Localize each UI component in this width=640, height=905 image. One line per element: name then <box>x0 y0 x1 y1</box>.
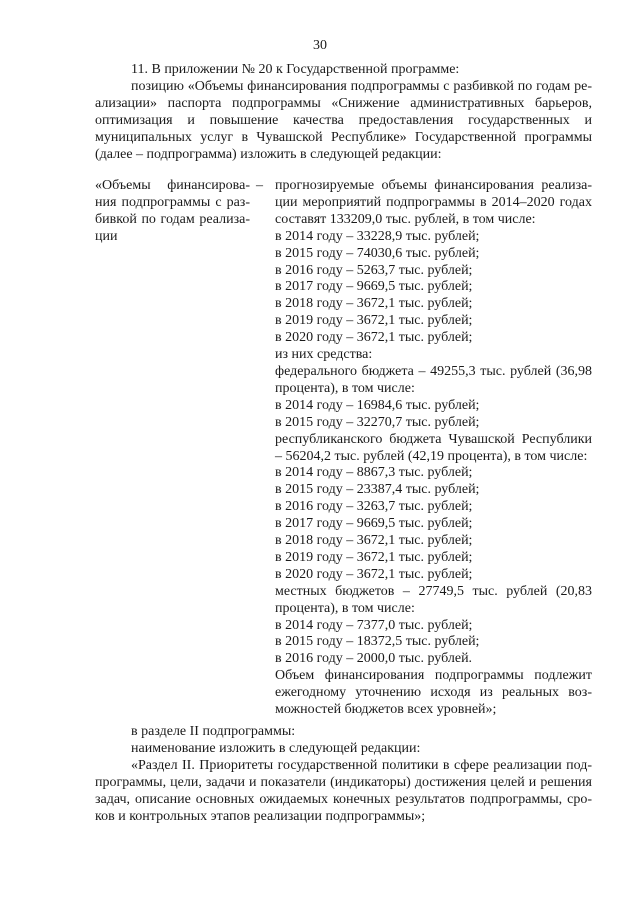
funding-summary: прогнозируемые объемы финансирования реализации мероприятий подпрограммы в 2014–2020 годах составят 133209,0 тыс. рублей, в том числе: <box>275 178 592 227</box>
year-line: в 2015 году – 74030,6 тыс. рублей; <box>275 245 480 261</box>
year-line: в 2018 году – 3672,1 тыс. рублей; <box>275 296 473 312</box>
republic-budget: республиканского бюджета Чувашской Республики – 56204,2 тыс. рублей (42,19 процента), в том числе: <box>275 431 592 464</box>
local-budget: местных бюджетов – 27749,5 тыс. рублей (20,83 процента), в том числе: <box>275 583 592 616</box>
year-line: в 2014 году – 7377,0 тыс. рублей; <box>275 617 473 633</box>
position-dash: – <box>256 178 263 193</box>
section-title-paragraph: «Раздел II. Приоритеты государственной политики в сфере реализации подпрограммы, цели, задачи и показатели (индикаторы) достижения целей и решения задач, описание основных ожидаемых конечных результатов подпрограммы, сроков и контрольных этапов реализации подпрограммы»; <box>95 757 592 824</box>
intro-block <box>95 62 592 163</box>
year-line: в 2014 году – 16984,6 тыс. рублей; <box>275 397 480 413</box>
rename-line: наименование изложить в следующей редакции: <box>131 740 421 756</box>
position-paragraph: позицию «Объемы финансирования подпрограммы с разбивкой по годам реализации» паспорта подпрограммы «Снижение административных барьеров, оптимизация и повышение качества предоставления государственных и муниципальных услуг в Чувашской Республике» Государственной программы (далее – подпрограмма) изложить в следующей редакции: <box>95 78 592 162</box>
position-value <box>275 178 592 719</box>
section-line: в разделе II подпрограммы: <box>131 724 296 739</box>
year-line: в 2016 году – 5263,7 тыс. рублей; <box>275 262 473 278</box>
year-line: в 2014 году – 8867,3 тыс. рублей; <box>275 465 473 481</box>
year-line: в 2018 году – 3672,1 тыс. рублей; <box>275 533 473 549</box>
year-line: в 2020 году – 3672,1 тыс. рублей; <box>275 566 473 582</box>
year-line: в 2020 году – 3672,1 тыс. рублей; <box>275 330 473 346</box>
year-line: в 2019 году – 3672,1 тыс. рублей; <box>275 313 473 329</box>
year-line: в 2016 году – 3263,7 тыс. рублей; <box>275 499 473 515</box>
year-line: в 2014 году – 33228,9 тыс. рублей; <box>275 228 480 244</box>
year-line: в 2016 году – 2000,0 тыс. рублей. <box>275 651 473 667</box>
year-line: в 2019 году – 3672,1 тыс. рублей; <box>275 549 473 565</box>
sources-label: из них средства: <box>275 347 373 363</box>
year-line: в 2017 году – 9669,5 тыс. рублей; <box>275 279 473 295</box>
item-heading: 11. В приложении № 20 к Государственной программе: <box>131 62 460 77</box>
federal-budget: федерального бюджета – 49255,3 тыс. рублей (36,98 процента), в том числе: <box>275 363 592 396</box>
outro-block <box>95 724 592 825</box>
year-line: в 2015 году – 18372,5 тыс. рублей; <box>275 634 480 650</box>
funding-note: Объем финансирования подпрограммы подлежит ежегодному уточнению исходя из реальных возможностей бюджетов всех уровней»; <box>275 668 592 718</box>
year-line: в 2017 году – 9669,5 тыс. рублей; <box>275 516 473 532</box>
year-line: в 2015 году – 23387,4 тыс. рублей; <box>275 482 480 498</box>
year-line: в 2015 году – 32270,7 тыс. рублей; <box>275 414 480 430</box>
page-number: 30 <box>313 38 327 53</box>
position-name: «Объемы финансирования подпрограммы с разбивкой по годам реализации <box>95 178 250 244</box>
